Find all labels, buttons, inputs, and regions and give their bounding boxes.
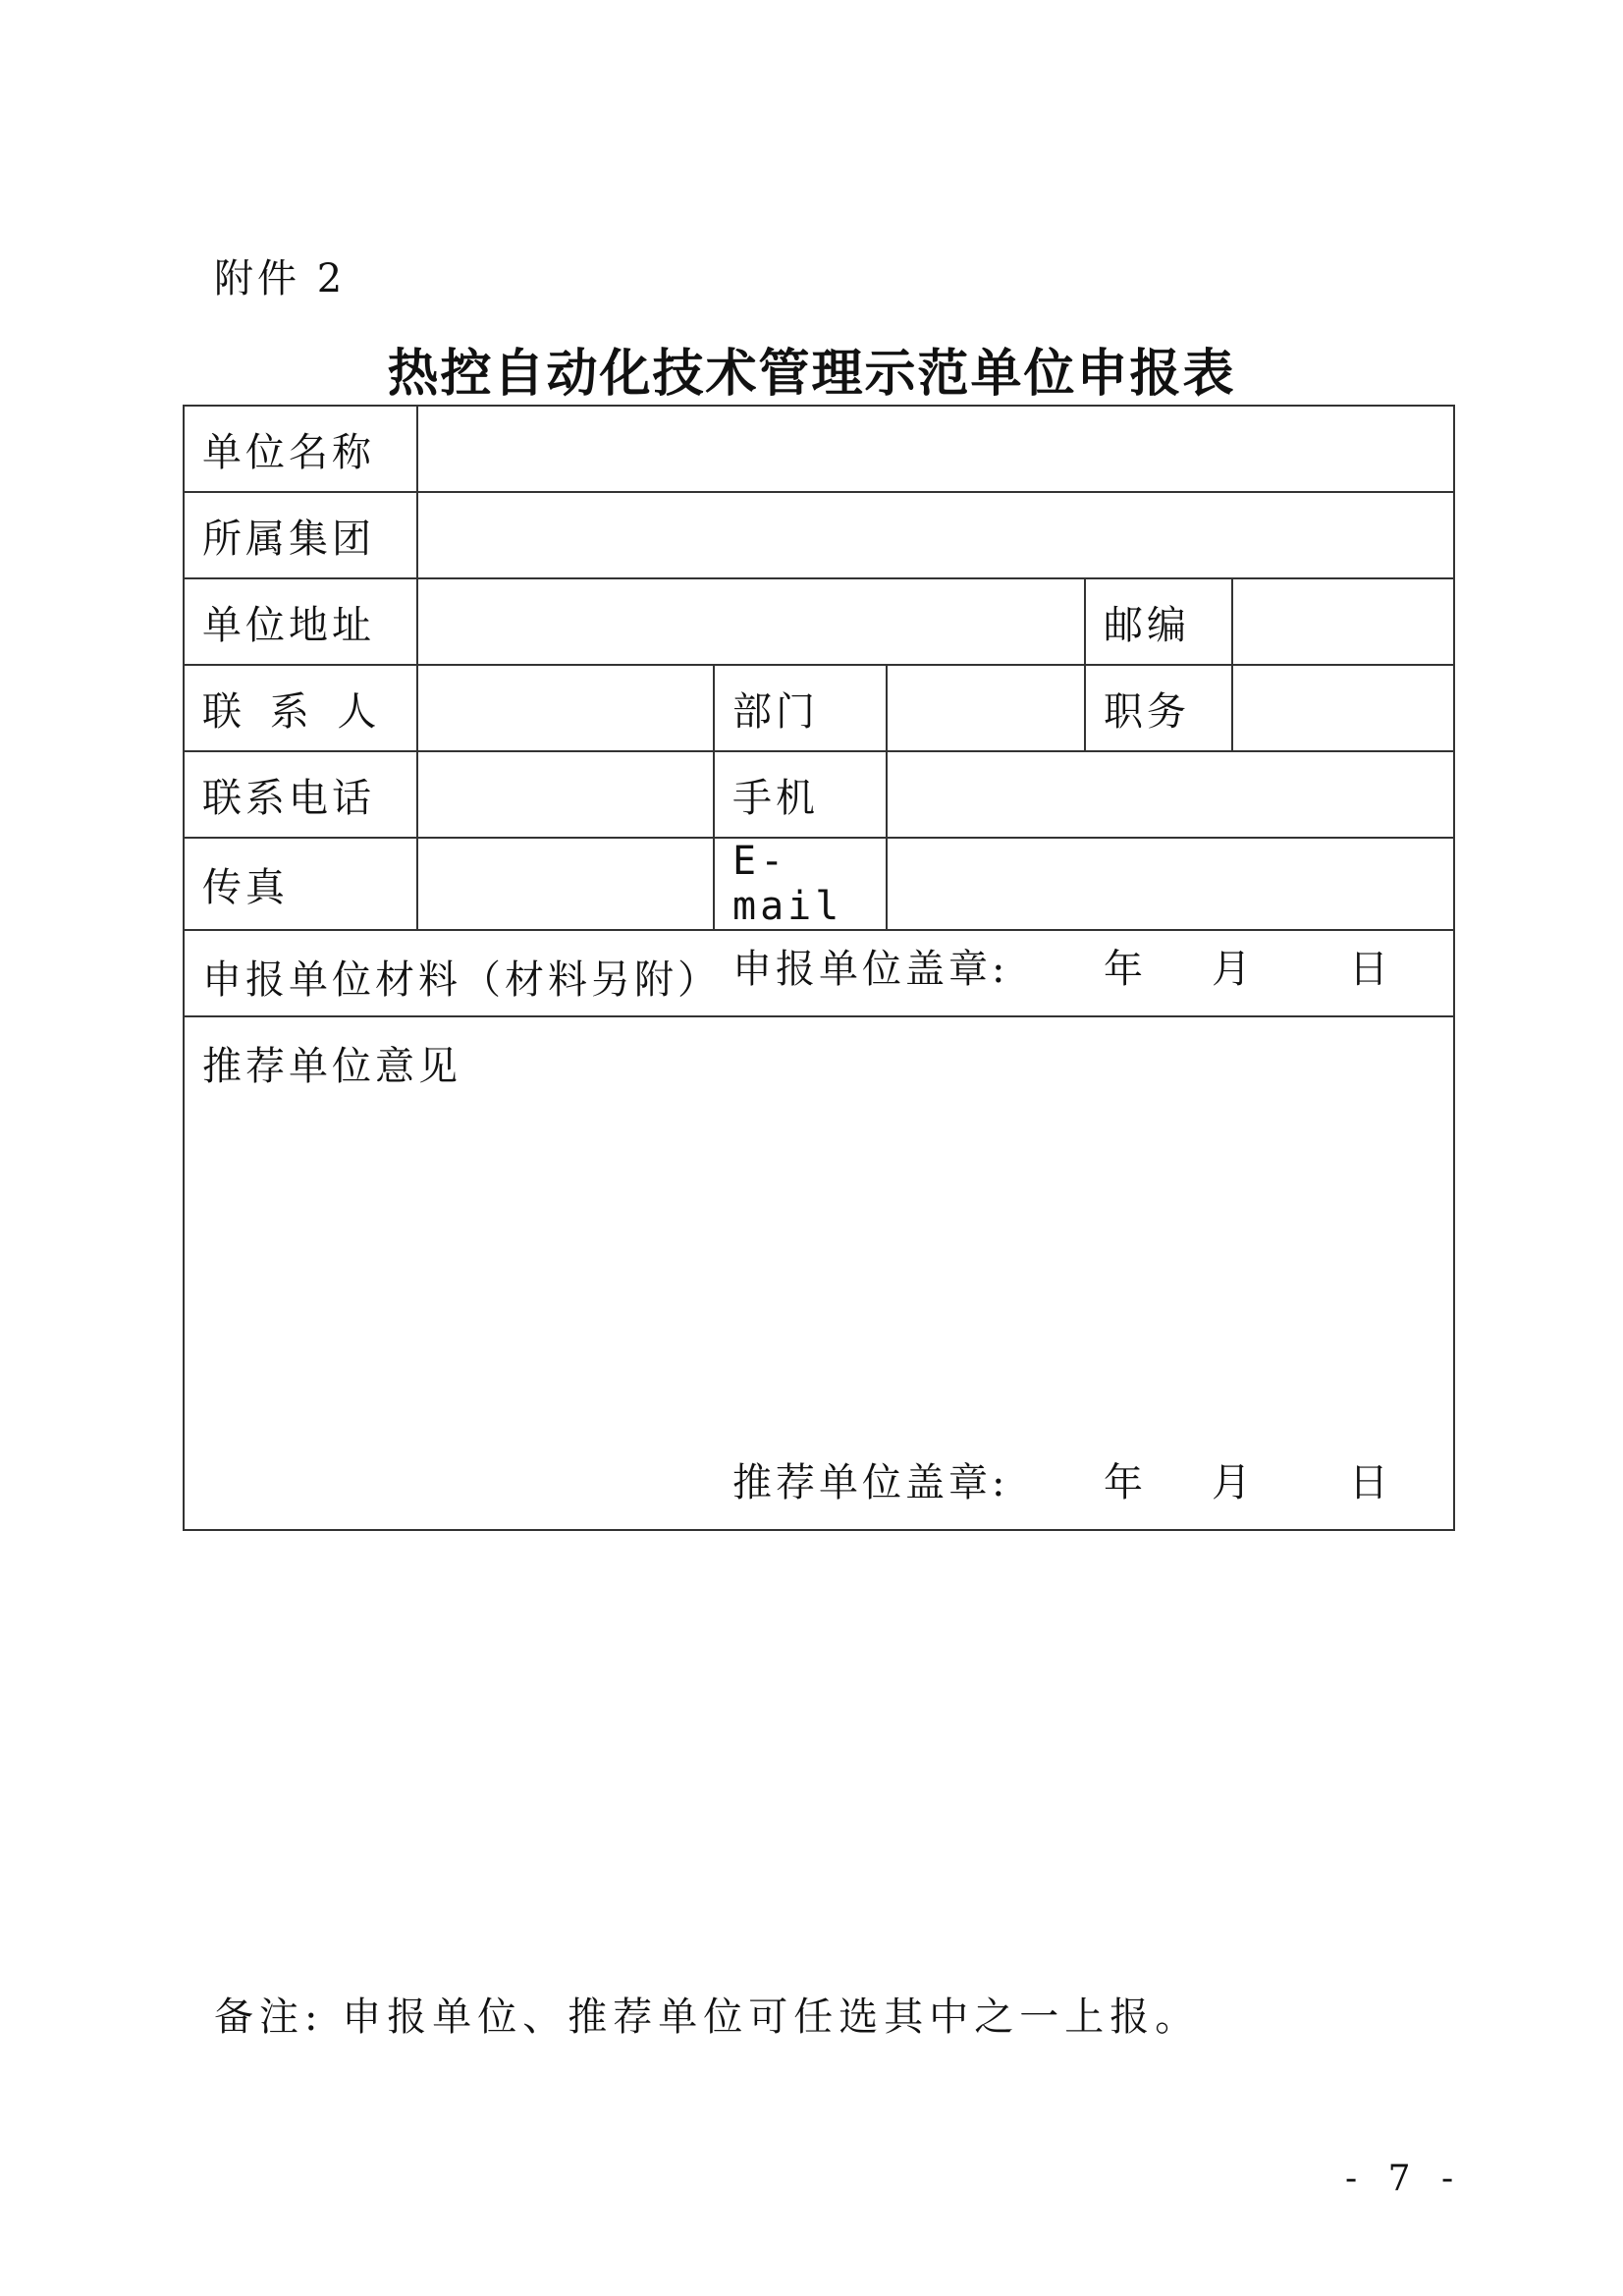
fax-field[interactable] xyxy=(417,838,714,930)
contact-label: 联 系 人 xyxy=(184,665,417,751)
fax-label: 传真 xyxy=(184,838,417,930)
position-field[interactable] xyxy=(1232,665,1454,751)
postcode-label: 邮编 xyxy=(1085,578,1232,665)
email-label: E-mail xyxy=(714,838,887,930)
attachment-label: 附件 2 xyxy=(214,256,347,301)
recommend-month: 月 xyxy=(1212,1460,1255,1505)
phone-label: 联系电话 xyxy=(184,751,417,838)
application-form-table xyxy=(183,405,1455,1531)
unit-name-label: 单位名称 xyxy=(184,406,417,492)
row-materials xyxy=(184,930,1454,1016)
materials-label: 申报单位材料（材料另附） xyxy=(202,957,721,1003)
position-label: 职务 xyxy=(1085,665,1232,751)
mobile-field[interactable] xyxy=(887,751,1454,838)
group-field[interactable] xyxy=(417,492,1454,578)
page-number: - 7 - xyxy=(1345,2159,1464,2199)
unit-name-field[interactable] xyxy=(417,406,1454,492)
recommend-label: 推荐单位意见 xyxy=(202,1044,461,1089)
department-label: 部门 xyxy=(714,665,887,751)
contact-field[interactable] xyxy=(417,665,714,751)
recommend-seal-line xyxy=(732,1451,1392,1507)
recommend-section[interactable] xyxy=(184,1016,1454,1530)
materials-seal-line xyxy=(732,938,1392,994)
email-field[interactable] xyxy=(887,838,1454,930)
recommend-day: 日 xyxy=(1349,1460,1392,1505)
group-label: 所属集团 xyxy=(184,492,417,578)
row-address xyxy=(184,578,1454,665)
phone-field[interactable] xyxy=(417,751,714,838)
row-unit-name xyxy=(184,406,1454,492)
materials-section[interactable] xyxy=(184,930,1454,1016)
row-recommend xyxy=(184,1016,1454,1530)
form-note: 备注: 申报单位、推荐单位可任选其中之一上报。 xyxy=(214,1995,1201,2040)
row-contact xyxy=(184,665,1454,751)
row-group xyxy=(184,492,1454,578)
recommend-seal-label: 推荐单位盖章: xyxy=(732,1460,1009,1505)
materials-month: 月 xyxy=(1212,947,1255,992)
recommend-year: 年 xyxy=(1104,1460,1147,1505)
row-phone xyxy=(184,751,1454,838)
materials-seal-label: 申报单位盖章: xyxy=(732,947,1009,992)
materials-day: 日 xyxy=(1349,947,1392,992)
row-fax xyxy=(184,838,1454,930)
department-field[interactable] xyxy=(887,665,1085,751)
document-title: 热控自动化技术管理示范单位申报表 xyxy=(387,345,1236,404)
address-field[interactable] xyxy=(417,578,1085,665)
mobile-label: 手机 xyxy=(714,751,887,838)
materials-year: 年 xyxy=(1104,947,1147,992)
address-label: 单位地址 xyxy=(184,578,417,665)
postcode-field[interactable] xyxy=(1232,578,1454,665)
